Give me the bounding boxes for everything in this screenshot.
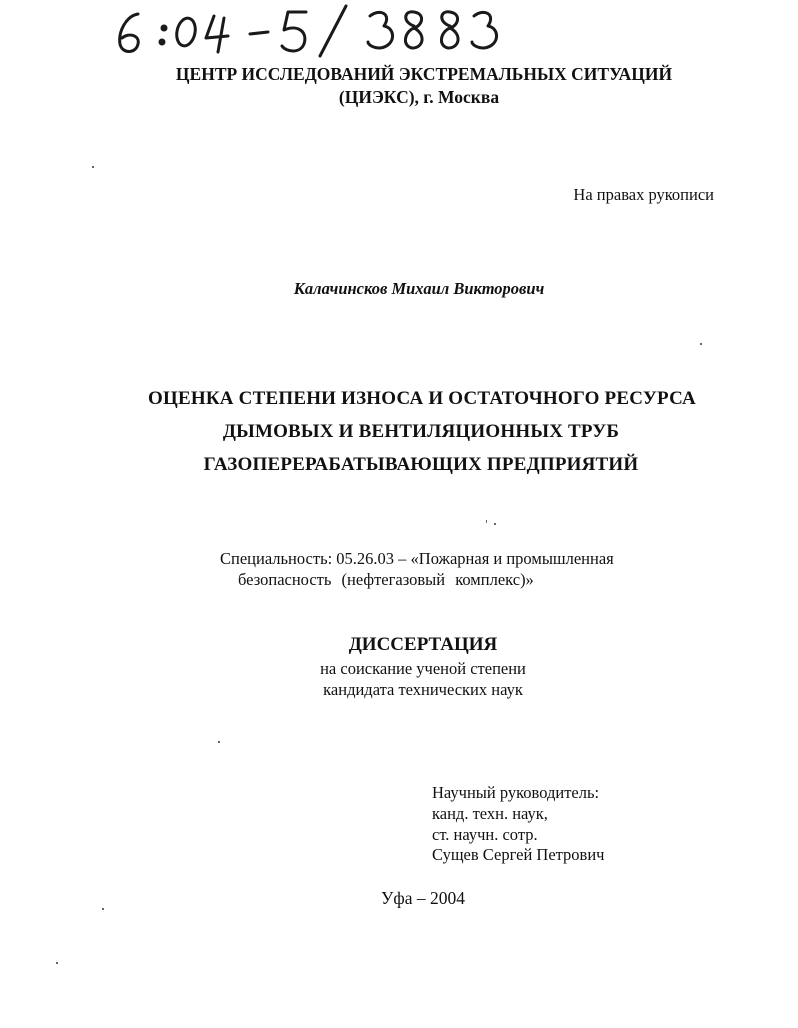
handwritten-catalog-number-drawing [108,2,508,58]
handwritten-catalog-number [108,2,508,58]
advisor-name: Сущев Сергей Петрович [432,845,605,864]
title-line-3: ГАЗОПЕРЕРАБАТЫВАЮЩИХ ПРЕДПРИЯТИЙ [203,454,639,475]
place-year: Уфа – 2004 [381,888,465,908]
degree-line-2: кандидата технических наук [323,680,523,699]
author-name: Калачинсков Михаил Викторович [293,279,545,298]
organization-line-2: (ЦИЭКС), г. Москва [338,87,500,107]
scan-speck [102,908,104,910]
rights-note: На правах рукописи [573,185,714,204]
title-line-2: ДЫМОВЫХ И ВЕНТИЛЯЦИОННЫХ ТРУБ [222,421,620,442]
scan-speck [92,166,94,168]
title-line-1: ОЦЕНКА СТЕПЕНИ ИЗНОСА И ОСТАТОЧНОГО РЕСУРСА [148,388,696,409]
document-type: ДИССЕРТАЦИЯ [348,634,498,655]
degree-line-1: на соискание ученой степени [320,659,526,678]
scan-speck [56,962,58,964]
specialty-line-2: безопасность (нефтегазовый комплекс)» [238,570,534,589]
specialty-line-1: Специальность: 05.26.03 – «Пожарная и промышленная [220,549,614,568]
scan-speck [700,343,702,345]
advisor-label: Научный руководитель: [432,783,600,802]
advisor-rank: ст. научн. сотр. [432,825,538,844]
scan-speck [486,520,487,523]
organization-line-1: ЦЕНТР ИССЛЕДОВАНИЙ ЭКСТРЕМАЛЬНЫХ СИТУАЦИЙ [175,64,673,84]
scan-speck [494,523,496,525]
advisor-degree: канд. техн. наук, [432,804,548,823]
scan-speck [218,741,220,743]
